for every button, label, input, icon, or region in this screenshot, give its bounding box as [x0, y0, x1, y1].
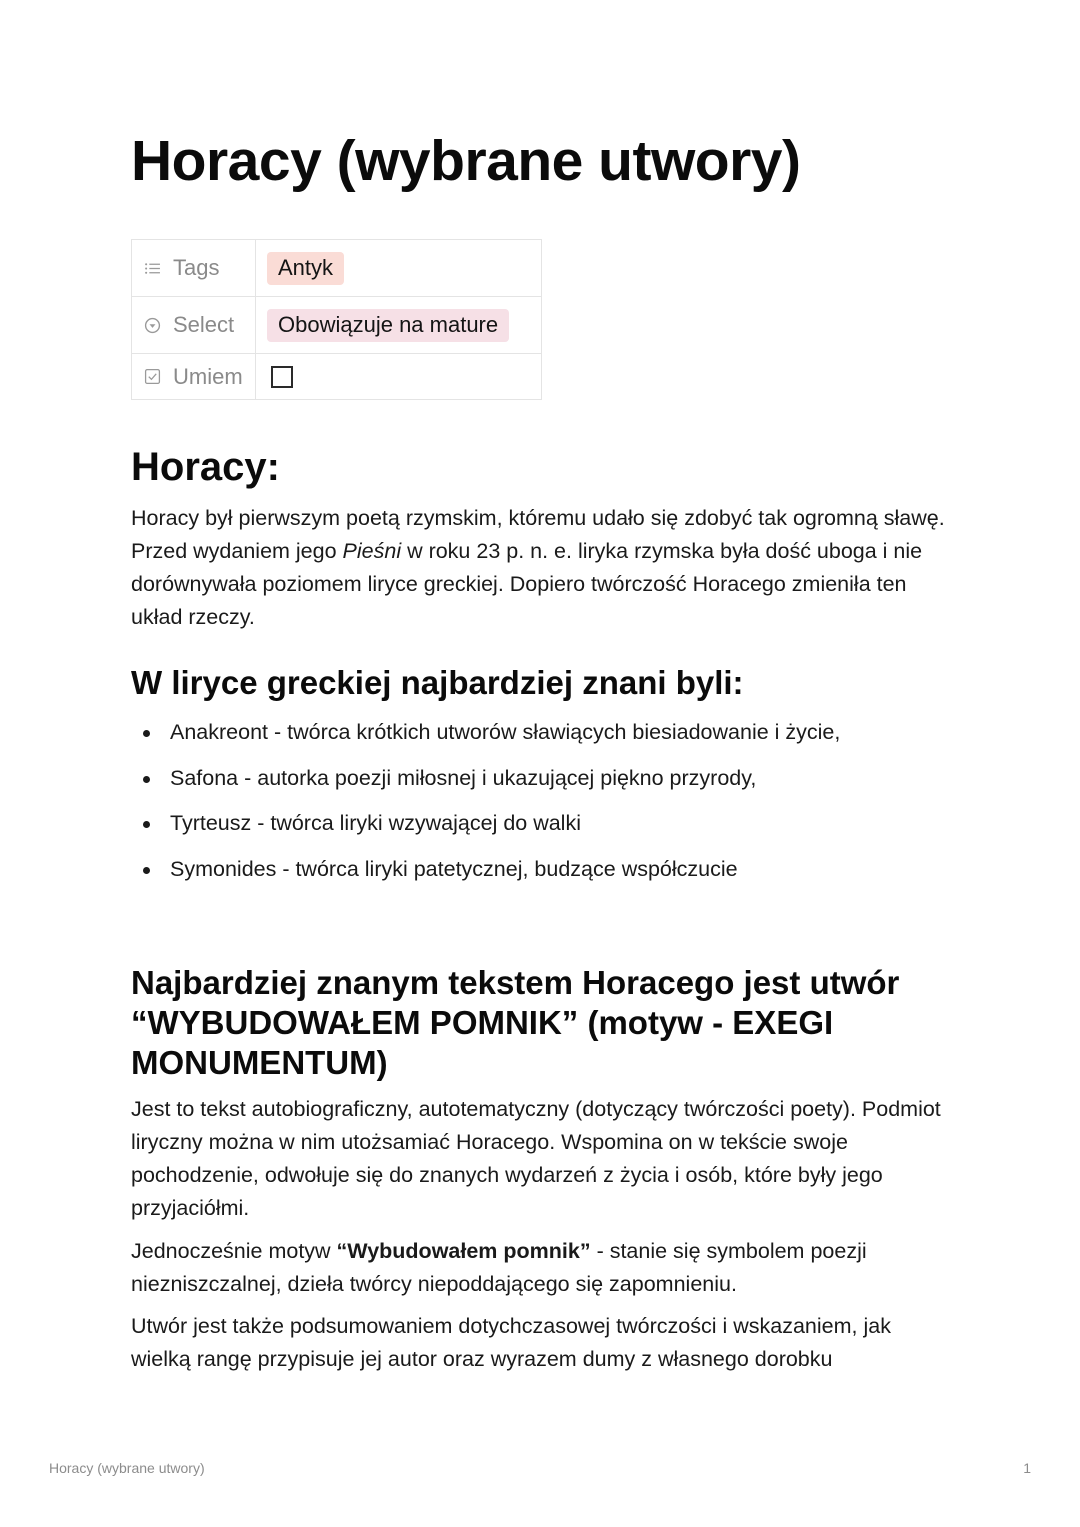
footer-doc-title: Horacy (wybrane utwory) [49, 1460, 205, 1476]
text-span: Horacy był pierwszym poetą rzymskim, któremu udało się zdobyć tak ogromną sławę. Przed wydaniem jego [131, 506, 945, 563]
property-row-select [132, 297, 542, 354]
property-value[interactable] [256, 240, 542, 297]
select-chip[interactable]: Obowiązuje na mature [267, 309, 509, 342]
list-item [131, 853, 840, 899]
list-icon [144, 260, 161, 277]
properties-table [131, 239, 542, 400]
pomnik-paragraph-1: Jest to tekst autobiograficzny, autotematyczny (dotyczący twórczości poety). Podmiot liryczny można w nim utożsamiać Horacego. Wspomina on w tekście swoje pochodzenie, odwołuje się do znanych wydarzeń z życia i osób, które były jego przyjaciółmi. [131, 1097, 941, 1220]
checkbox-icon [144, 368, 161, 385]
property-key [132, 297, 256, 354]
select-circle-icon [144, 317, 161, 334]
bullet-icon [143, 776, 150, 783]
bold-motif: “Wybudowałem pomnik” [336, 1239, 591, 1263]
list-item-text: Symonides - twórca liryki patetycznej, budzące współczucie [170, 856, 738, 881]
property-value[interactable] [256, 354, 542, 400]
list-item-text: Tyrteusz - twórca liryki wzywającej do walki [170, 811, 581, 835]
umiem-checkbox[interactable] [271, 366, 293, 388]
pomnik-paragraph-3: Utwór jest także podsumowaniem dotychczasowej twórczości i wskazaniem, jak wielką rangę przypisuje jej autor oraz wyrazem dumy z własnego dorobku [131, 1314, 891, 1371]
text-span: w roku 23 p. n. e. liryka rzymska była dość uboga i nie dorównywała poziomem liryce greckiej. Dopiero twórczość Horacego zmieniła ten układ rzeczy. [131, 539, 923, 629]
list-item-text: Anakreont - twórca krótkich utworów sławiących biesiadowanie i życie, [170, 720, 841, 744]
property-key [132, 354, 256, 400]
text-span: Jednocześnie motyw [131, 1239, 337, 1263]
section-heading-greek-lyric: W liryce greckiej najbardziej znani byli: [131, 664, 744, 701]
pomnik-paragraph-2 [131, 1235, 951, 1301]
property-row-tags [132, 240, 542, 297]
list-item [131, 716, 840, 762]
horacy-paragraph [131, 502, 951, 634]
property-key-label: Tags [173, 255, 220, 280]
property-key-label: Select [173, 312, 235, 337]
property-key [132, 240, 256, 297]
property-key-label: Umiem [173, 363, 243, 389]
italic-title-piesni: Pieśni [342, 539, 402, 563]
list-item [131, 807, 840, 853]
bullet-icon [143, 867, 150, 874]
bullet-icon [143, 821, 150, 828]
property-row-umiem [132, 354, 542, 400]
text-span: - stanie się symbolem poezji niezniszczalnej, dzieła twórcy niepoddającego się zapomnieniu. [131, 1239, 867, 1296]
bullet-icon [143, 730, 150, 737]
property-value[interactable] [256, 297, 542, 354]
section-heading-pomnik: Najbardziej znanym tekstem Horacego jest utwór “WYBUDOWAŁEM POMNIK” (motyw - EXEGI MONUMENTUM) [131, 964, 900, 1081]
tag-chip[interactable]: Antyk [267, 252, 344, 285]
list-item-text: Safona - autorka poezji miłosnej i ukazującej piękno przyrody, [170, 765, 757, 790]
page-title: Horacy (wybrane utwory) [131, 129, 801, 193]
list-item [131, 762, 840, 808]
greek-poets-list [131, 716, 840, 898]
section-heading-horacy: Horacy: [131, 445, 280, 489]
footer-page-number: 1 [1023, 1460, 1031, 1476]
